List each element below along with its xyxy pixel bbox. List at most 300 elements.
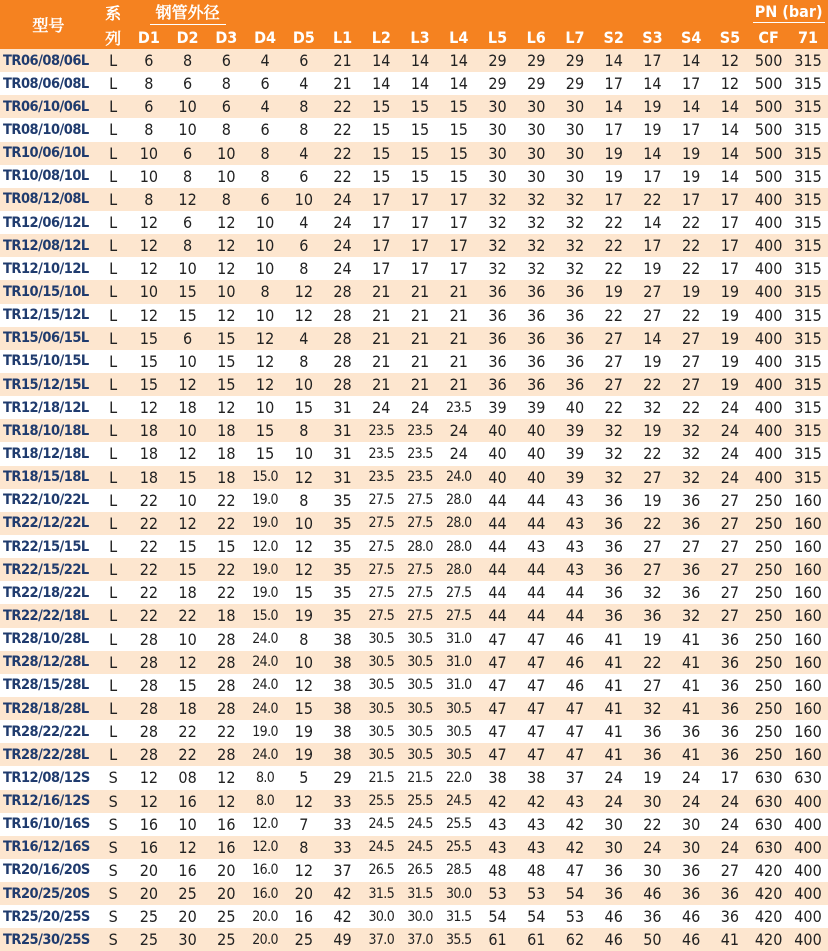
value-cell: 22.0 — [439, 766, 478, 789]
value-cell: 30 — [633, 859, 672, 882]
value-cell: 39 — [517, 396, 556, 419]
value-cell: 400 — [749, 350, 788, 373]
value-cell: 24.0 — [246, 697, 285, 720]
value-cell: 39 — [556, 466, 595, 489]
value-cell: 160 — [788, 512, 828, 535]
model-cell: TR06/08/06L — [0, 49, 97, 72]
value-cell: 20 — [284, 882, 323, 905]
value-cell: 28 — [207, 743, 246, 766]
value-cell: 35 — [323, 512, 362, 535]
value-cell: 15 — [168, 466, 207, 489]
model-cell: TR18/10/18L — [0, 419, 97, 442]
value-cell: 250 — [749, 512, 788, 535]
value-cell: 22 — [323, 118, 362, 141]
value-cell: 21 — [323, 72, 362, 95]
value-cell: 15 — [284, 581, 323, 604]
series-cell: L — [97, 327, 130, 350]
value-cell: 30 — [517, 165, 556, 188]
value-cell: 28.0 — [439, 535, 478, 558]
value-cell: 22 — [594, 257, 633, 280]
value-cell: 400 — [749, 234, 788, 257]
column-header-l4: L4 — [439, 25, 478, 49]
value-cell: 8 — [284, 836, 323, 859]
value-cell: 41 — [594, 628, 633, 651]
value-cell: 36 — [711, 628, 750, 651]
series-cell: L — [97, 512, 130, 535]
value-cell: 8 — [246, 280, 285, 303]
model-header: 型号 — [0, 0, 97, 49]
value-cell: 31.0 — [439, 628, 478, 651]
value-cell: 24 — [439, 442, 478, 465]
value-cell: 19 — [672, 280, 711, 303]
value-cell: 24 — [711, 790, 750, 813]
series-cell: S — [97, 928, 130, 951]
value-cell: 400 — [749, 188, 788, 211]
value-cell: 4 — [284, 72, 323, 95]
value-cell: 160 — [788, 651, 828, 674]
value-cell: 12 — [207, 211, 246, 234]
value-cell: 17 — [362, 211, 401, 234]
table-row — [0, 512, 828, 535]
value-cell: 630 — [788, 766, 828, 789]
value-cell: 54 — [556, 882, 595, 905]
value-cell: 30.5 — [439, 697, 478, 720]
value-cell: 32 — [672, 466, 711, 489]
value-cell: 19 — [672, 142, 711, 165]
value-cell: 500 — [749, 72, 788, 95]
value-cell: 28 — [129, 697, 168, 720]
value-cell: 17 — [711, 766, 750, 789]
value-cell: 15 — [284, 396, 323, 419]
value-cell: 40 — [517, 442, 556, 465]
value-cell: 14 — [711, 118, 750, 141]
value-cell: 36 — [633, 905, 672, 928]
series-cell: L — [97, 350, 130, 373]
table-row — [0, 558, 828, 581]
value-cell: 28 — [129, 628, 168, 651]
table-row — [0, 790, 828, 813]
value-cell: 10 — [168, 118, 207, 141]
value-cell: 630 — [749, 766, 788, 789]
value-cell: 630 — [749, 836, 788, 859]
value-cell: 30 — [556, 118, 595, 141]
value-cell: 10 — [246, 304, 285, 327]
value-cell: 36 — [711, 905, 750, 928]
value-cell: 36 — [478, 304, 517, 327]
value-cell: 40 — [517, 419, 556, 442]
value-cell: 36 — [633, 743, 672, 766]
model-cell: TR28/15/28L — [0, 674, 97, 697]
value-cell: 15 — [439, 142, 478, 165]
value-cell: 10 — [168, 257, 207, 280]
value-cell: 41 — [672, 628, 711, 651]
value-cell: 315 — [788, 142, 828, 165]
value-cell: 31.0 — [439, 674, 478, 697]
value-cell: 400 — [749, 280, 788, 303]
value-cell: 12 — [711, 49, 750, 72]
value-cell: 33 — [323, 790, 362, 813]
value-cell: 22 — [633, 442, 672, 465]
value-cell: 39 — [556, 442, 595, 465]
value-cell: 36 — [672, 882, 711, 905]
value-cell: 30 — [672, 836, 711, 859]
value-cell: 6 — [246, 188, 285, 211]
value-cell: 6 — [284, 234, 323, 257]
value-cell: 12 — [284, 558, 323, 581]
value-cell: 35 — [323, 558, 362, 581]
value-cell: 27.5 — [401, 489, 440, 512]
table-row — [0, 535, 828, 558]
header-row-top — [0, 0, 828, 25]
value-cell: 400 — [749, 327, 788, 350]
value-cell: 36 — [517, 327, 556, 350]
table-row — [0, 651, 828, 674]
value-cell: 40 — [556, 396, 595, 419]
value-cell: 28 — [323, 373, 362, 396]
value-cell: 15 — [207, 327, 246, 350]
value-cell: 19 — [633, 350, 672, 373]
value-cell: 19.0 — [246, 720, 285, 743]
value-cell: 14 — [594, 49, 633, 72]
value-cell: 30 — [478, 95, 517, 118]
value-cell: 12 — [168, 836, 207, 859]
value-cell: 25 — [284, 928, 323, 951]
value-cell: 14 — [439, 72, 478, 95]
value-cell: 30 — [517, 95, 556, 118]
value-cell: 30.5 — [362, 720, 401, 743]
value-cell: 12 — [129, 766, 168, 789]
model-cell: TR15/12/15L — [0, 373, 97, 396]
value-cell: 30.0 — [362, 905, 401, 928]
value-cell: 21 — [362, 327, 401, 350]
value-cell: 32 — [478, 234, 517, 257]
value-cell: 12.0 — [246, 813, 285, 836]
value-cell: 27.5 — [439, 604, 478, 627]
series-cell: L — [97, 489, 130, 512]
value-cell: 10 — [284, 442, 323, 465]
value-cell: 35.5 — [439, 928, 478, 951]
value-cell: 38 — [323, 651, 362, 674]
value-cell: 37.0 — [401, 928, 440, 951]
value-cell: 24 — [401, 396, 440, 419]
table-row — [0, 373, 828, 396]
value-cell: 21 — [362, 373, 401, 396]
value-cell: 250 — [749, 720, 788, 743]
value-cell: 36 — [711, 651, 750, 674]
value-cell: 22 — [129, 604, 168, 627]
value-cell: 14 — [362, 49, 401, 72]
value-cell: 19 — [633, 118, 672, 141]
value-cell: 20 — [207, 882, 246, 905]
model-cell: TR25/30/25S — [0, 928, 97, 951]
value-cell: 500 — [749, 49, 788, 72]
value-cell: 27.5 — [362, 581, 401, 604]
value-cell: 315 — [788, 188, 828, 211]
value-cell: 41 — [672, 743, 711, 766]
value-cell: 14 — [362, 72, 401, 95]
value-cell: 21 — [362, 280, 401, 303]
value-cell: 8 — [284, 257, 323, 280]
value-cell: 17 — [439, 211, 478, 234]
value-cell: 25 — [129, 928, 168, 951]
value-cell: 36 — [594, 581, 633, 604]
value-cell: 10 — [129, 280, 168, 303]
value-cell: 10 — [284, 188, 323, 211]
table-row — [0, 442, 828, 465]
value-cell: 23.5 — [401, 442, 440, 465]
value-cell: 47 — [517, 628, 556, 651]
value-cell: 42 — [323, 905, 362, 928]
model-cell: TR20/25/20S — [0, 882, 97, 905]
value-cell: 14 — [672, 95, 711, 118]
value-cell: 28 — [207, 628, 246, 651]
value-cell: 12 — [207, 790, 246, 813]
value-cell: 30 — [168, 928, 207, 951]
value-cell: 27 — [711, 512, 750, 535]
value-cell: 30.5 — [401, 720, 440, 743]
value-cell: 28 — [207, 697, 246, 720]
value-cell: 44 — [556, 581, 595, 604]
value-cell: 15 — [207, 535, 246, 558]
value-cell: 15 — [168, 535, 207, 558]
value-cell: 27.5 — [362, 489, 401, 512]
series-cell: L — [97, 651, 130, 674]
value-cell: 21 — [439, 304, 478, 327]
value-cell: 38 — [323, 674, 362, 697]
value-cell: 315 — [788, 118, 828, 141]
series-cell: L — [97, 743, 130, 766]
value-cell: 400 — [749, 373, 788, 396]
value-cell: 21 — [362, 304, 401, 327]
series-cell: L — [97, 165, 130, 188]
value-cell: 22 — [672, 304, 711, 327]
pn-group-label: PN (bar) — [754, 2, 823, 21]
value-cell: 32 — [478, 188, 517, 211]
column-header-l7: L7 — [556, 25, 595, 49]
model-cell: TR15/06/15L — [0, 327, 97, 350]
value-cell: 19 — [711, 373, 750, 396]
model-cell: TR28/10/28L — [0, 628, 97, 651]
value-cell: 19 — [711, 280, 750, 303]
series-cell: L — [97, 581, 130, 604]
value-cell: 22 — [207, 512, 246, 535]
value-cell: 41 — [672, 674, 711, 697]
value-cell: 25 — [168, 882, 207, 905]
value-cell: 30.5 — [362, 697, 401, 720]
value-cell: 27 — [633, 558, 672, 581]
column-header-l1: L1 — [323, 25, 362, 49]
value-cell: 24 — [594, 790, 633, 813]
value-cell: 10 — [246, 211, 285, 234]
value-cell: 23.5 — [439, 396, 478, 419]
model-cell: TR22/15/15L — [0, 535, 97, 558]
value-cell: 630 — [749, 813, 788, 836]
value-cell: 6 — [246, 118, 285, 141]
value-cell: 31.5 — [439, 905, 478, 928]
series-cell: L — [97, 674, 130, 697]
value-cell: 250 — [749, 535, 788, 558]
value-cell: 400 — [788, 859, 828, 882]
value-cell: 29 — [478, 49, 517, 72]
table-row — [0, 49, 828, 72]
value-cell: 19 — [633, 257, 672, 280]
value-cell: 500 — [749, 165, 788, 188]
value-cell: 400 — [788, 813, 828, 836]
value-cell: 10 — [168, 813, 207, 836]
value-cell: 28.0 — [439, 558, 478, 581]
value-cell: 24.0 — [246, 651, 285, 674]
value-cell: 43 — [556, 790, 595, 813]
value-cell: 32 — [478, 257, 517, 280]
value-cell: 10 — [246, 257, 285, 280]
column-header-s5: S5 — [711, 25, 750, 49]
table-row — [0, 928, 828, 951]
table-row — [0, 304, 828, 327]
value-cell: 27.5 — [362, 535, 401, 558]
value-cell: 8 — [284, 350, 323, 373]
value-cell: 40 — [478, 442, 517, 465]
value-cell: 36 — [633, 604, 672, 627]
model-cell: TR28/12/28L — [0, 651, 97, 674]
table-row — [0, 188, 828, 211]
value-cell: 12 — [207, 257, 246, 280]
value-cell: 22 — [129, 489, 168, 512]
value-cell: 32 — [594, 419, 633, 442]
value-cell: 24 — [711, 813, 750, 836]
value-cell: 8 — [207, 118, 246, 141]
series-cell: L — [97, 280, 130, 303]
model-cell: TR20/16/20S — [0, 859, 97, 882]
series-cell: L — [97, 373, 130, 396]
value-cell: 32 — [633, 581, 672, 604]
value-cell: 40 — [478, 419, 517, 442]
value-cell: 250 — [749, 558, 788, 581]
value-cell: 36 — [672, 859, 711, 882]
value-cell: 22 — [672, 211, 711, 234]
value-cell: 315 — [788, 211, 828, 234]
value-cell: 38 — [478, 766, 517, 789]
table-row — [0, 859, 828, 882]
value-cell: 17 — [633, 165, 672, 188]
value-cell: 15 — [362, 95, 401, 118]
value-cell: 8 — [129, 188, 168, 211]
value-cell: 36 — [556, 327, 595, 350]
value-cell: 36 — [711, 697, 750, 720]
value-cell: 47 — [478, 743, 517, 766]
column-header-l2: L2 — [362, 25, 401, 49]
value-cell: 27.5 — [362, 512, 401, 535]
value-cell: 22 — [594, 304, 633, 327]
value-cell: 32 — [556, 188, 595, 211]
value-cell: 23.5 — [362, 442, 401, 465]
value-cell: 22 — [323, 142, 362, 165]
value-cell: 20.0 — [246, 905, 285, 928]
value-cell: 30 — [672, 813, 711, 836]
value-cell: 14 — [633, 72, 672, 95]
value-cell: 21 — [401, 280, 440, 303]
value-cell: 47 — [517, 743, 556, 766]
value-cell: 21 — [439, 327, 478, 350]
value-cell: 22 — [207, 489, 246, 512]
model-cell: TR12/08/12S — [0, 766, 97, 789]
table-row — [0, 628, 828, 651]
value-cell: 43 — [478, 836, 517, 859]
value-cell: 27.5 — [362, 558, 401, 581]
value-cell: 10 — [168, 489, 207, 512]
series-cell: L — [97, 142, 130, 165]
table-row — [0, 327, 828, 350]
value-cell: 420 — [749, 882, 788, 905]
value-cell: 28 — [323, 350, 362, 373]
value-cell: 36 — [478, 350, 517, 373]
value-cell: 47 — [478, 628, 517, 651]
value-cell: 20 — [129, 859, 168, 882]
value-cell: 400 — [749, 442, 788, 465]
value-cell: 15 — [401, 165, 440, 188]
value-cell: 18 — [168, 581, 207, 604]
value-cell: 22 — [633, 188, 672, 211]
value-cell: 315 — [788, 442, 828, 465]
value-cell: 46 — [672, 905, 711, 928]
value-cell: 18 — [168, 396, 207, 419]
value-cell: 28 — [129, 651, 168, 674]
value-cell: 24 — [711, 836, 750, 859]
pipe-od-group-label: 钢管外径 — [150, 0, 226, 25]
value-cell: 12 — [284, 280, 323, 303]
table-row — [0, 720, 828, 743]
series-cell: L — [97, 257, 130, 280]
value-cell: 4 — [284, 211, 323, 234]
value-cell: 22 — [323, 95, 362, 118]
value-cell: 23.5 — [362, 466, 401, 489]
value-cell: 15 — [362, 142, 401, 165]
value-cell: 18 — [207, 604, 246, 627]
value-cell: 22 — [207, 581, 246, 604]
value-cell: 6 — [129, 49, 168, 72]
value-cell: 31 — [323, 442, 362, 465]
model-cell: TR25/20/25S — [0, 905, 97, 928]
value-cell: 48 — [517, 859, 556, 882]
value-cell: 6 — [168, 142, 207, 165]
pipe-od-group-header — [129, 0, 245, 25]
value-cell: 160 — [788, 581, 828, 604]
value-cell: 46 — [594, 905, 633, 928]
value-cell: 24 — [711, 466, 750, 489]
value-cell: 36 — [672, 720, 711, 743]
value-cell: 30 — [594, 813, 633, 836]
table-row — [0, 604, 828, 627]
series-cell: S — [97, 859, 130, 882]
value-cell: 43 — [517, 535, 556, 558]
value-cell: 36 — [711, 882, 750, 905]
value-cell: 35 — [323, 581, 362, 604]
value-cell: 16.0 — [246, 882, 285, 905]
model-cell: TR22/12/22L — [0, 512, 97, 535]
value-cell: 10 — [129, 165, 168, 188]
value-cell: 42 — [323, 882, 362, 905]
value-cell: 27.5 — [401, 581, 440, 604]
value-cell: 500 — [749, 142, 788, 165]
value-cell: 24 — [323, 211, 362, 234]
value-cell: 160 — [788, 558, 828, 581]
value-cell: 15 — [439, 95, 478, 118]
value-cell: 24 — [633, 836, 672, 859]
value-cell: 28 — [207, 674, 246, 697]
value-cell: 12 — [129, 790, 168, 813]
value-cell: 27 — [594, 350, 633, 373]
value-cell: 17 — [401, 188, 440, 211]
value-cell: 8 — [284, 95, 323, 118]
